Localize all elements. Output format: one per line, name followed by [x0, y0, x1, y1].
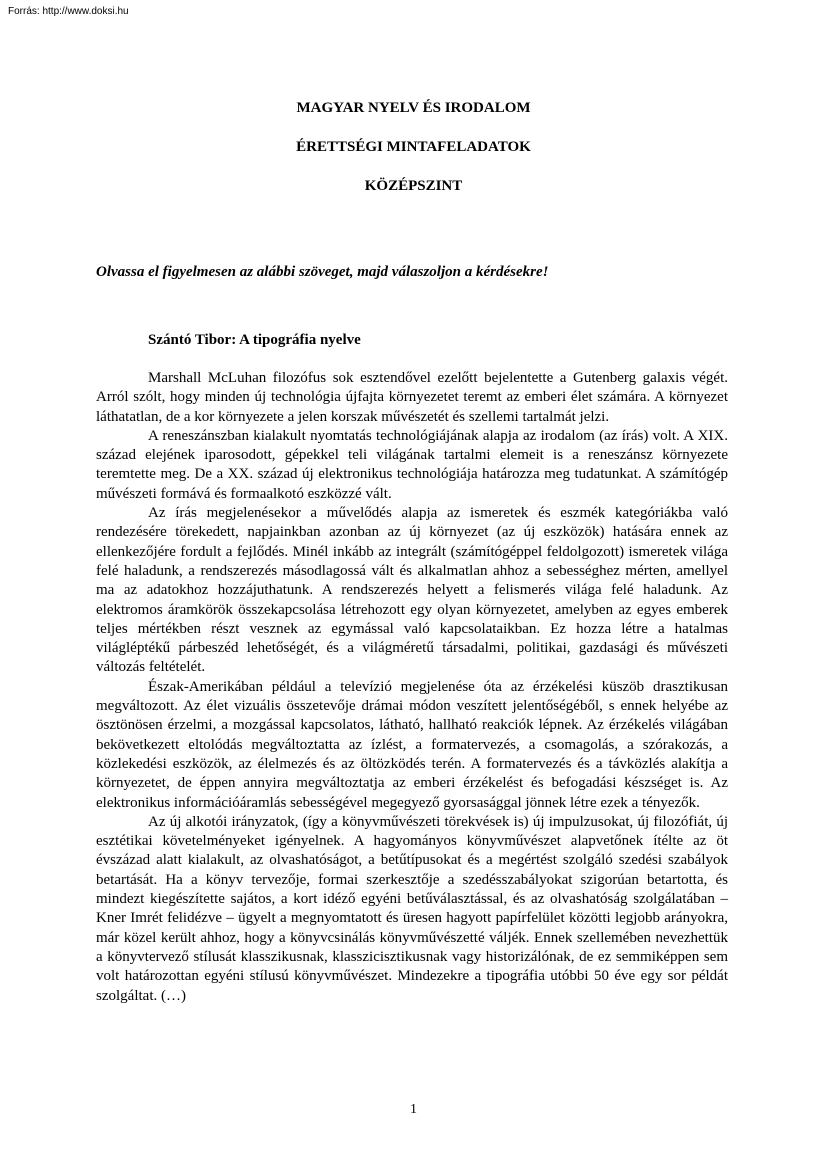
article-paragraph: Marshall McLuhan filozófus sok esztendővel ezelőtt bejelentette a Gutenberg galaxis végét. Arról szólt, hogy minden új technológia újfajta környezetet teremt az emberi élet számára. A környezet láthatatlan, de a kor környezete a jelen korszak művészetét és szellemi tartalmát jelzi. — [96, 370, 728, 425]
article-paragraph: Észak-Amerikában például a televízió megjelenése óta az érzékelési küszöb drasztikusan megváltozott. Az élet vizuális összetevője drámai módon veszített jelentőségéből, s ennek helyébe az ösztönösen érzelmi, a mozgással kapcsolatos, látható, hallható reakciók lépnek. Az érzékelés világában bekövetkezett eltolódás megváltoztatta az ízlést, a formatervezés, a csomagolás, a szórakozás, a közlekedési eszközök, az élelmezés és az öltözködés terén. A formatervezés és a távközlés alakítja a környezetet, de éppen annyira megváltoztatja az emberi érzékelést és befogadási készséget is. Az elektronikus információáramlás sebességével megegyező gyorsasággal jönnek létre ezek a tényezők. — [96, 678, 728, 811]
task-instruction: Olvassa el figyelmesen az alábbi szöveget, majd válaszoljon a kérdésekre! — [96, 264, 549, 280]
document-title-level: KÖZÉPSZINT — [364, 178, 463, 194]
article-paragraph: Az írás megjelenésekor a művelődés alapja az ismeretek és eszmék kategóriákba való rendezésére törekedett, napjainkban azonban az új környezet (az új eszközök) hatására ennek az ellenkezőjére fordult a fejlődés. Minél inkább az integrált (számítógéppel feldolgozott) ismeretek világa felé haladunk, a rendszerezés másodlagossá vált és alkalmatlan ahhoz a sebességhez mérten, amellyel ma az adatokhoz hozzájuthatunk. A rendszerezés helyett a felismerés világa felé haladunk. Az elektromos áramkörök összekapcsolása létrehozott egy olyan környezetet, amelyben az egyes emberek teljes mértékben részt vesznek az egymással való kapcsolataikban. Ez hozza létre a hatalmas világléptékű párbeszéd lehetőségét, és a világméretű társadalmi, politikai, gazdasági és művészeti változás feltételét. — [96, 505, 728, 676]
page-number: 1 — [410, 1102, 417, 1117]
article-paragraph: Az új alkotói irányzatok, (így a könyvművészeti törekvések is) új impulzusokat, új filozófiát, új esztétikai követelményeket igényelnek. A hagyományos könyvművészet alapvetőnek ítélte az öt évszázad alatt kialakult, az olvashatóságot, a betűtípusokat és a megértést szolgáló szedési szabályok betartását. Ha a könyv tervezője, formai szerkesztője a szedésszabályokat szigorúan betartotta, és mindezt kiegészítette sajátos, a kort idéző egyéni betűválasztással, és az olvashatóság szolgálatában – Kner Imrét felidézve – ügyelt a megnyomtatott és üresen hagyott papírfelület közötti legjobb arányokra, már közel került ahhoz, hogy a könyvcsinálás könyvművészetté váljék. Ennek szellemében nevezhettük a könyvtervező stílusát klasszikusnak, klasszicisztikusnak vagy historizálónak, de ez semmiképpen sem volt határozottan egyéni stílusú könyvművészet. Mindezekre a tipográfia utóbbi 50 éve egy sor példát szolgáltat. (…) — [96, 813, 728, 1004]
article-body — [96, 369, 728, 1006]
document-title-type: ÉRETTSÉGI MINTAFELADATOK — [296, 139, 531, 155]
article-title: Szántó Tibor: A tipográfia nyelve — [148, 332, 361, 348]
source-label: Forrás: http://www.doksi.hu — [8, 6, 129, 17]
document-title-subject: MAGYAR NYELV ÉS IRODALOM — [296, 100, 531, 116]
article-paragraph: A reneszánszban kialakult nyomtatás technológiájának alapja az irodalom (az írás) volt. A XIX. század elejének iparosodott, gépekkel teli világának tartalmi elemeit is a reneszánsz környezete teremtette meg. De a XX. század új elektronikus technológiája határozza meg tudatunkat. A számítógép művészeti formává és formaalkotó eszközzé vált. — [96, 427, 728, 502]
